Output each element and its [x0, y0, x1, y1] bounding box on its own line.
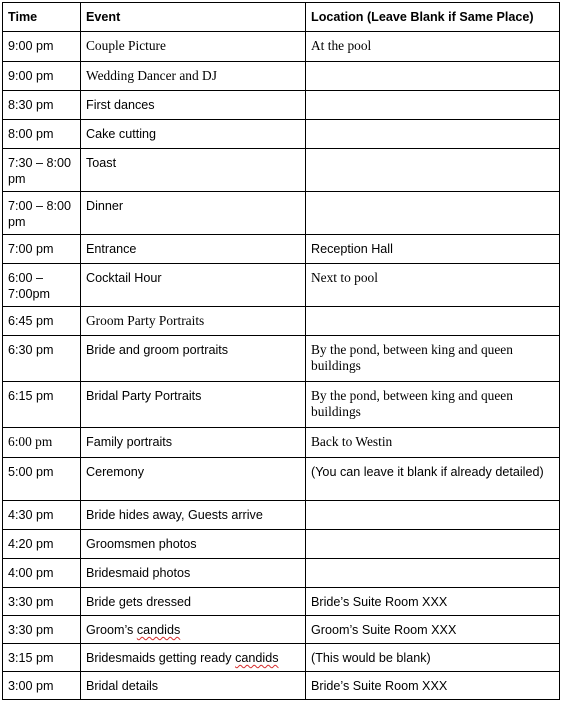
location-cell — [306, 530, 560, 559]
table-row — [3, 458, 560, 501]
time-cell: 8:30 pm — [3, 91, 81, 120]
table-row — [3, 588, 560, 616]
event-cell: Toast — [81, 149, 306, 192]
event-text: Groom’s — [86, 623, 137, 637]
table-row — [3, 264, 560, 307]
location-cell — [306, 149, 560, 192]
time-cell: 9:00 pm — [3, 62, 81, 91]
location-cell — [306, 192, 560, 235]
table-row — [3, 672, 560, 700]
location-cell: Next to pool — [306, 264, 560, 307]
location-cell: (You can leave it blank if already detailed) — [306, 458, 560, 501]
time-cell: 6:00 pm — [3, 428, 81, 458]
location-cell: Bride’s Suite Room XXX — [306, 672, 560, 700]
event-cell: Entrance — [81, 235, 306, 264]
event-cell: Wedding Dancer and DJ — [81, 62, 306, 91]
table-row — [3, 307, 560, 336]
table-row — [3, 336, 560, 382]
table-row — [3, 616, 560, 644]
spellcheck-flagged-word[interactable]: candids — [235, 651, 279, 665]
header-time: Time — [3, 3, 81, 32]
location-cell: At the pool — [306, 32, 560, 62]
location-cell — [306, 307, 560, 336]
location-cell: Back to Westin — [306, 428, 560, 458]
time-cell: 3:30 pm — [3, 616, 81, 644]
time-cell: 8:00 pm — [3, 120, 81, 149]
location-cell: (This would be blank) — [306, 644, 560, 672]
event-cell: Bride hides away, Guests arrive — [81, 501, 306, 530]
location-cell: Bride’s Suite Room XXX — [306, 588, 560, 616]
event-cell: Groomsmen photos — [81, 530, 306, 559]
location-cell: By the pond, between king and queen buildings — [306, 382, 560, 428]
location-cell — [306, 62, 560, 91]
table-row — [3, 235, 560, 264]
location-cell — [306, 501, 560, 530]
location-cell: Reception Hall — [306, 235, 560, 264]
table-row — [3, 428, 560, 458]
time-cell: 3:00 pm — [3, 672, 81, 700]
time-cell: 6:15 pm — [3, 382, 81, 428]
header-event: Event — [81, 3, 306, 32]
table-row — [3, 91, 560, 120]
time-cell: 4:20 pm — [3, 530, 81, 559]
spellcheck-flagged-word[interactable]: candids — [136, 623, 181, 637]
time-cell: 4:00 pm — [3, 559, 81, 588]
location-cell: By the pond, between king and queen buildings — [306, 336, 560, 382]
event-cell — [81, 616, 306, 644]
time-cell: 7:00 pm — [3, 235, 81, 264]
event-cell: Bride and groom portraits — [81, 336, 306, 382]
event-cell: Ceremony — [81, 458, 306, 501]
event-cell: Family portraits — [81, 428, 306, 458]
event-cell: Cocktail Hour — [81, 264, 306, 307]
schedule-table — [2, 2, 560, 700]
location-cell — [306, 559, 560, 588]
location-cell — [306, 120, 560, 149]
event-cell: Couple Picture — [81, 32, 306, 62]
table-row — [3, 530, 560, 559]
table-row — [3, 644, 560, 672]
event-cell: First dances — [81, 91, 306, 120]
location-cell: Groom’s Suite Room XXX — [306, 616, 560, 644]
time-cell: 3:15 pm — [3, 644, 81, 672]
time-cell: 6:45 pm — [3, 307, 81, 336]
time-cell: 7:00 – 8:00 pm — [3, 192, 81, 235]
event-cell: Bridal Party Portraits — [81, 382, 306, 428]
time-cell: 6:30 pm — [3, 336, 81, 382]
table-row — [3, 149, 560, 192]
event-cell: Groom Party Portraits — [81, 307, 306, 336]
table-row — [3, 559, 560, 588]
header-location: Location (Leave Blank if Same Place) — [306, 3, 560, 32]
table-row — [3, 32, 560, 62]
event-cell: Cake cutting — [81, 120, 306, 149]
time-cell: 6:00 – 7:00pm — [3, 264, 81, 307]
location-cell — [306, 91, 560, 120]
event-cell: Bridesmaid photos — [81, 559, 306, 588]
event-cell: Bride gets dressed — [81, 588, 306, 616]
table-row — [3, 501, 560, 530]
table-row — [3, 382, 560, 428]
time-cell: 9:00 pm — [3, 32, 81, 62]
table-row — [3, 62, 560, 91]
time-cell: 3:30 pm — [3, 588, 81, 616]
table-row — [3, 120, 560, 149]
table-header-row — [3, 3, 560, 32]
time-cell: 5:00 pm — [3, 458, 81, 501]
event-cell — [81, 644, 306, 672]
event-cell: Dinner — [81, 192, 306, 235]
time-cell: 4:30 pm — [3, 501, 81, 530]
time-cell: 7:30 – 8:00 pm — [3, 149, 81, 192]
table-row — [3, 192, 560, 235]
event-cell: Bridal details — [81, 672, 306, 700]
event-text: Bridesmaids getting ready — [86, 651, 236, 665]
